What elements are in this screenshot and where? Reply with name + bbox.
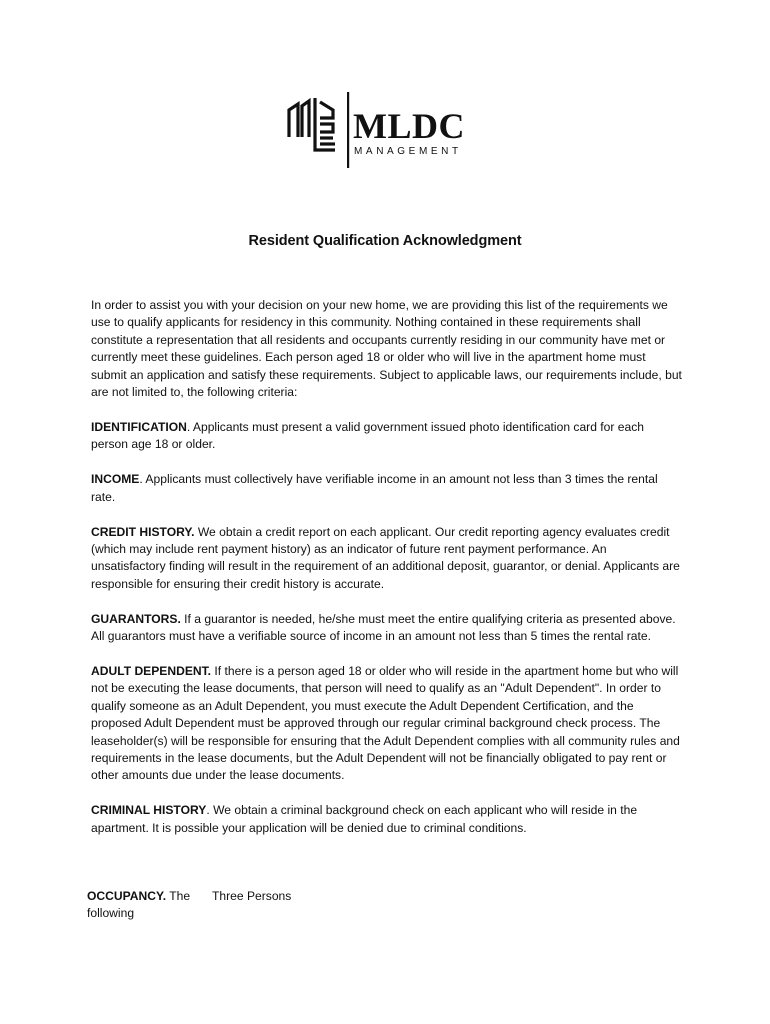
credit-history-body: We obtain a credit report on each applicant. Our credit reporting agency evaluates credit (which may include rent payment history) as an indicator of future rent payment performance. An unsatisfactory finding will result in the requirement of an additional deposit, guarantor, or denial. Applicants are responsible for ensuring their credit history is accurate. xyxy=(91,524,680,591)
identification-body: . Applicants must present a valid government issued photo identification card for each person age 18 or older. xyxy=(91,419,644,452)
income-heading: INCOME xyxy=(91,472,140,487)
logo-subtitle-text: MANAGEMENT xyxy=(354,146,462,157)
intro-paragraph: In order to assist you with your decision on your new home, we are providing this list of the requirements we use to qualify applicants for residency in this community. Nothing contained in these requirements shall constitute a representation that all residents and occupants currently residing in our community have met or currently meet these guidelines. Each person aged 18 or older who will live in the apartment home must submit an application and satisfy these requirements. Subject to applicable laws, our requirements include, but are not limited to, the following criteria: xyxy=(91,298,682,400)
credit-history-section xyxy=(91,524,683,594)
identification-heading: IDENTIFICATION xyxy=(91,419,187,434)
credit-history-heading: CREDIT HISTORY. xyxy=(91,524,195,539)
adult-dependent-body: If there is a person aged 18 or older who will reside in the apartment home but who will not be executing the lease documents, that person will need to qualify as an "Adult Dependent". In order to qualify someone as an Adult Dependent, you must execute the Adult Dependent Certification, and the proposed Adult Dependent must be approved through our regular criminal background check process. The leaseholder(s) will be responsible for ensuring that the Adult Dependent complies with all community rules and requirements in the lease documents, but the Adult Dependent will not be financially obligated to pay rent or other amounts due under the lease documents. xyxy=(91,664,680,783)
occupancy-label xyxy=(87,888,197,923)
identification-section xyxy=(91,419,683,454)
criminal-history-body: . We obtain a criminal background check on each applicant who will reside in the apartment. It is possible your application will be denied due to criminal conditions. xyxy=(91,803,638,835)
income-section xyxy=(91,471,683,506)
company-logo xyxy=(285,92,485,170)
occupancy-value: Three Persons xyxy=(212,889,292,903)
logo-brand-text: MLDC xyxy=(353,106,465,146)
criminal-history-section xyxy=(91,802,683,837)
adult-dependent-section xyxy=(91,663,683,785)
income-body: . Applicants must collectively have verifiable income in an amount not less than 3 times the rental rate. xyxy=(91,472,658,504)
adult-dependent-heading: ADULT DEPENDENT. xyxy=(91,664,212,678)
occupancy-label-rest: The following xyxy=(87,889,191,921)
mldc-logo-icon xyxy=(285,92,485,170)
document-title: Resident Qualification Acknowledgment xyxy=(248,233,522,249)
guarantors-body: If a guarantor is needed, he/she must meet the entire qualifying criteria as presented above. All guarantors must have a verifiable source of income in an amount not less than 5 times the rental rate. xyxy=(91,611,676,644)
occupancy-heading: OCCUPANCY. xyxy=(87,889,167,903)
criminal-history-heading: CRIMINAL HISTORY xyxy=(91,803,207,818)
guarantors-heading: GUARANTORS. xyxy=(91,611,181,626)
document-body xyxy=(91,297,683,855)
guarantors-section xyxy=(91,611,683,646)
